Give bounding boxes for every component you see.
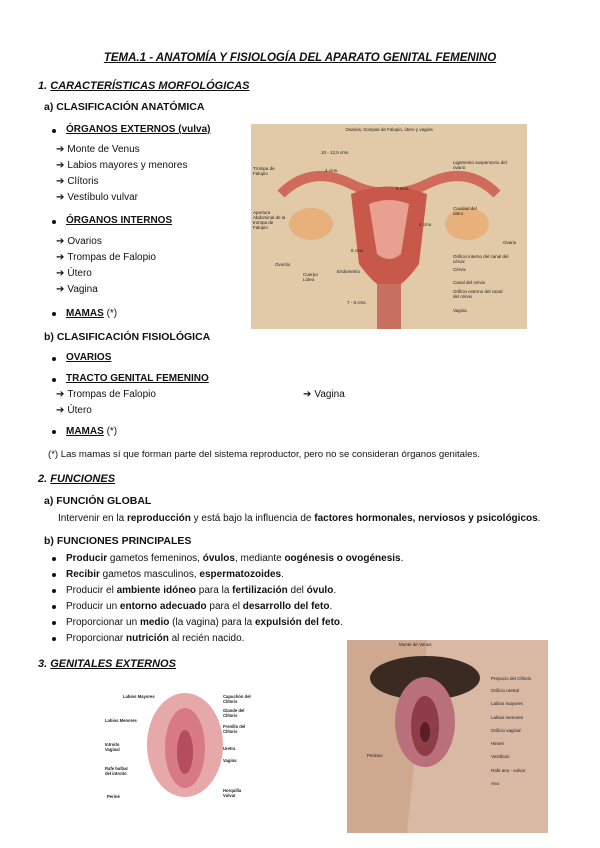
section-2-heading	[38, 473, 115, 485]
fig1-label: 10 - 12,5 cms.	[321, 150, 350, 155]
organos-externos-label: ÓRGANOS EXTERNOS (vulva)	[66, 124, 211, 135]
fig3-label: Frenillo del Clítoris	[223, 724, 246, 734]
function-item: Proporcionar nutrición al recién nacido.	[66, 633, 245, 644]
ovarios-label: OVARIOS	[66, 352, 112, 363]
fig2-title: Monte de Venus	[399, 642, 432, 647]
fig2-label: Prepucio del Clítoris	[491, 676, 532, 681]
bullet	[52, 312, 56, 316]
fig3-label: Labios Mayores	[123, 694, 155, 699]
bullet	[52, 129, 56, 133]
bullet	[52, 573, 56, 577]
fig2-label: Labios menores	[491, 715, 524, 720]
list-item: ➔ Clítoris	[56, 176, 99, 187]
fig2-label: Ano	[491, 781, 500, 786]
list-item: ➔ Vagina	[56, 284, 98, 295]
fig1-label: Cuerpo Lúteo	[303, 272, 318, 282]
fig1-label: Cavidad del útero	[453, 206, 477, 216]
section-3-heading	[38, 658, 176, 670]
fig3-label: Glande del Clítoris	[223, 708, 245, 718]
list-item: ➔ Monte de Venus	[56, 144, 140, 155]
page-title: TEMA.1 - ANATOMÍA Y FISIOLOGÍA DEL APARATO GENITAL FEMENINO	[103, 52, 497, 64]
funcion-global-heading: a) FUNCIÓN GLOBAL	[44, 495, 152, 507]
mamas-item: MAMAS (*)	[66, 308, 118, 319]
list-item: ➔ Ovarios	[56, 236, 102, 247]
fig1-label: 6 cms.	[351, 248, 365, 253]
list-item: ➔ Útero	[56, 268, 92, 279]
list-item: ➔ Labios mayores y menores	[56, 160, 188, 171]
internal-organs-diagram	[251, 124, 527, 329]
organos-internos-label: ÓRGANOS INTERNOS	[66, 215, 173, 226]
fig1-label: 7 - 8 cms.	[347, 300, 367, 305]
fig2-label: Orificio vaginal	[491, 728, 521, 733]
section-2-title: FUNCIONES	[50, 473, 116, 485]
fig1-label: Vagina	[453, 308, 467, 313]
section-1-heading	[38, 80, 249, 92]
fig2-label: Himen	[491, 741, 505, 746]
bullet	[52, 557, 56, 561]
clasificacion-fisiologica-heading: b) CLASIFICACIÓN FISIOLÓGICA	[44, 331, 211, 343]
function-item: Producir un entorno adecuado para el desarrollo del feto.	[66, 601, 333, 612]
fig1-label: 4 cms.	[325, 168, 339, 173]
fig3-label: Uretra	[223, 746, 236, 751]
fig3-label: Periné	[107, 794, 120, 799]
tracto-genital-label: TRACTO GENITAL FEMENINO	[66, 373, 209, 384]
fig2-label: Perineo	[367, 753, 383, 758]
fig1-label: Orificio interno del canal del cérvix	[453, 254, 509, 264]
fig1-label: Ligamento suspensorio del ovario	[453, 160, 507, 170]
list-item: ➔ Útero	[56, 405, 92, 416]
fig3-label: Introito Vaginal	[105, 742, 120, 752]
fig1-label: Orificio externo del canal del cérvix	[453, 289, 503, 299]
fig1-label: 5 cms.	[396, 186, 410, 191]
fig3-label: Vagina	[223, 758, 237, 763]
fig1-label: Ovocito	[275, 262, 291, 267]
function-item: Proporcionar un medio (la vagina) para la expulsión del feto.	[66, 617, 343, 628]
bullet	[52, 220, 56, 224]
section-1-number: 1.	[38, 80, 48, 92]
fig3-label: Rafe bulbar del introito	[105, 766, 129, 776]
external-genitalia-illustration	[105, 690, 265, 805]
bullet	[52, 378, 56, 382]
section-3-number: 3.	[38, 658, 48, 670]
bullet	[52, 637, 56, 641]
mamas-item: MAMAS (*)	[66, 426, 118, 437]
fig1-label: Cérvix	[453, 267, 466, 272]
fig3-label: Horquilla Vulvar	[223, 788, 242, 798]
fig1-label: Endometrio	[337, 269, 361, 274]
vulva-photo-icon	[347, 640, 548, 833]
fig1-label: Apertura Abdominal de la trompa de Falopio	[253, 210, 286, 230]
function-item: Producir gametos femeninos, óvulos, mediante oogénesis o ovogénesis.	[66, 553, 404, 564]
section-1-title: CARACTERÍSTICAS MORFOLÓGICAS	[50, 80, 250, 92]
list-item: ➔ Trompas de Falopio	[56, 389, 156, 400]
clasificacion-anatomica-heading: a) CLASIFICACIÓN ANATÓMICA	[44, 101, 205, 113]
fig3-label: Capuchón del Clítoris	[223, 694, 251, 704]
list-item: ➔ Vagina	[303, 389, 345, 400]
bullet	[52, 621, 56, 625]
fig1-label: Canal del cérvix	[453, 280, 486, 285]
footnote: (*) Las mamas sí que forman parte del sistema reproductor, pero no se consideran órganos genitales.	[48, 449, 480, 460]
section-3-title: GENITALES EXTERNOS	[50, 658, 176, 670]
fig2-label: Rafe ano - vulvar	[491, 768, 526, 773]
section-2-number: 2.	[38, 473, 48, 485]
function-item: Producir el ambiente idóneo para la fertilización del óvulo.	[66, 585, 337, 596]
fig2-label: Orificio uretral	[491, 688, 520, 693]
external-genitalia-photo	[347, 640, 548, 833]
fig1-label: Trompa de Falopio	[253, 166, 275, 176]
list-item: ➔ Vestíbulo vulvar	[56, 192, 138, 203]
fig2-label: Labios mayores	[491, 701, 523, 706]
fig1-title: Ovarios, trompas de Falopio, útero y vagina	[345, 127, 433, 132]
funciones-principales-heading: b) FUNCIONES PRINCIPALES	[44, 535, 192, 547]
bullet	[52, 357, 56, 361]
funcion-global-text: Intervenir en la reproducción y está bajo la influencia de factores hormonales, nerviosos y psicológicos.	[58, 513, 541, 524]
list-item: ➔ Trompas de Falopio	[56, 252, 156, 263]
bullet	[52, 589, 56, 593]
fig3-label: Labios Menores	[105, 718, 137, 723]
fig1-label: 4 cms.	[419, 222, 433, 227]
fig1-label: Ovario	[503, 240, 517, 245]
bullet	[52, 430, 56, 434]
fig2-label: Vestíbulo	[491, 754, 510, 759]
bullet	[52, 605, 56, 609]
function-item: Recibir gametos masculinos, espermatozoides.	[66, 569, 284, 580]
